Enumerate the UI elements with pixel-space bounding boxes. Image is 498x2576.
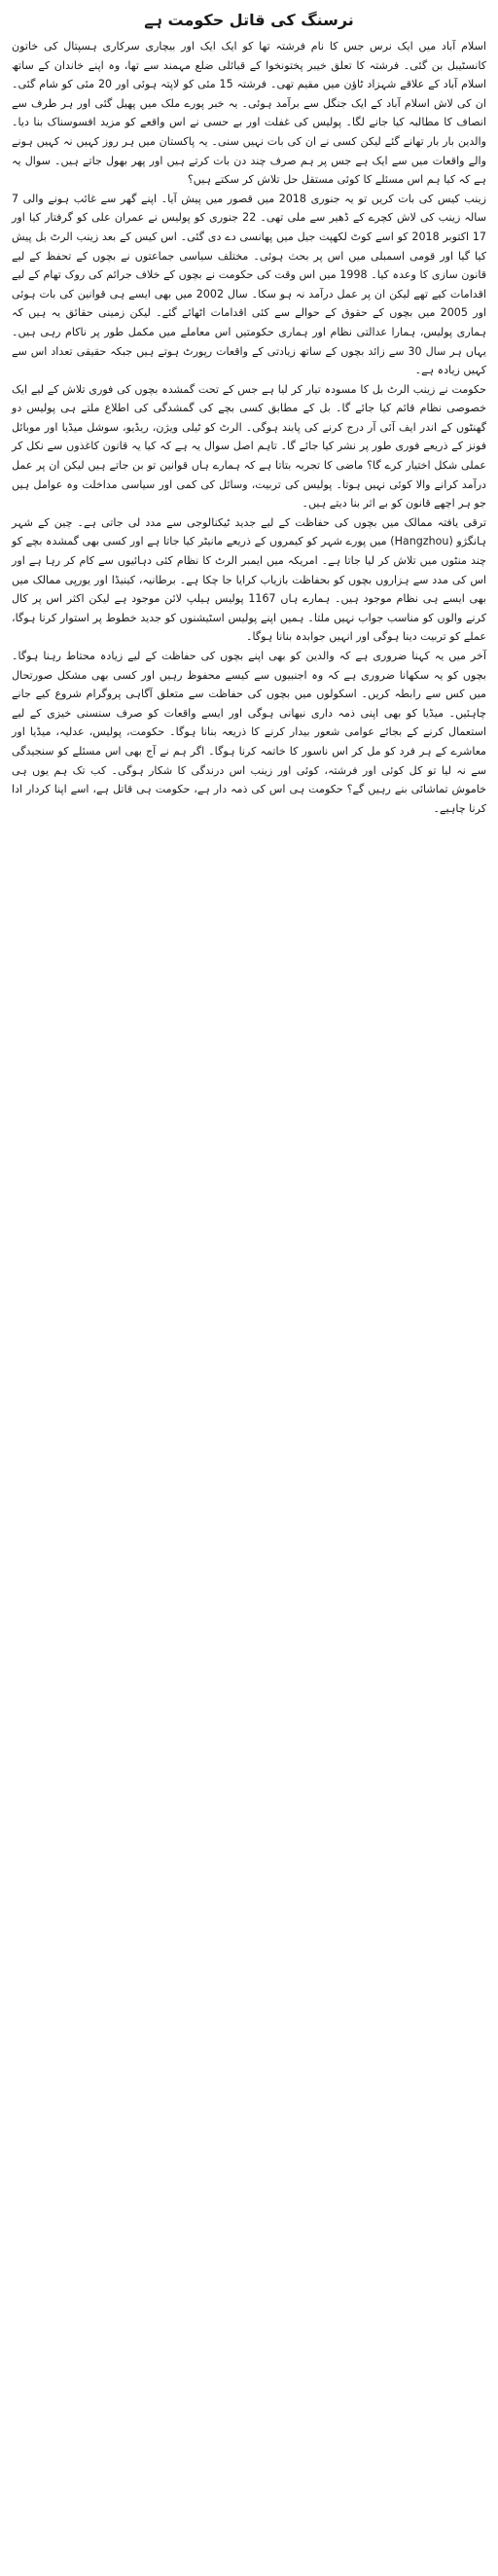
article-paragraph-5: آخر میں یہ کہنا ضروری ہے کہ والدین کو بھی اپنے بچوں کی حفاظت کے لیے زیادہ محتاط رہنا ہوگا۔ بچوں کو یہ سکھانا ضروری ہے کہ وہ اجنبیوں سے کیسے محفوظ رہیں اور کسی بھی مشکل صورتحال میں کس سے رابطہ کریں۔ اسکولوں میں بچوں کی حفاظت سے متعلق آگاہی پروگرام شروع کیے جانے چاہئیں۔ میڈیا کو بھی اپنی ذمہ داری نبھانی ہوگی اور ایسے واقعات کو صرف سنسنی خیزی کے لیے استعمال کرنے کے بجائے عوامی شعور بیدار کرنے کا ذریعہ بنانا ہوگا۔ حکومت، پولیس، عدلیہ، میڈیا اور معاشرے کے ہر فرد کو مل کر اس ناسور کا خاتمہ کرنا ہوگا۔ اگر ہم نے آج بھی اس مسئلے کو سنجیدگی سے نہ لیا تو کل کوئی اور فرشتہ، کوئی اور زینب اس درندگی کا شکار ہوگی۔ کب تک ہم یوں ہی خاموش تماشائی بنے رہیں گے؟ حکومت ہی اس کی ذمہ دار ہے، حکومت ہی قاتل ہے، اسے اپنا کردار ادا کرنا چاہیے۔ <box>12 650 486 815</box>
article-paragraph-4: ترقی یافتہ ممالک میں بچوں کی حفاظت کے لیے جدید ٹیکنالوجی سے مدد لی جاتی ہے۔ چین کے شہر ہانگژو (Hangzhou) میں پورے شہر کو کیمروں کے ذریعے مانیٹر کیا جاتا ہے اور کسی بھی گمشدہ بچے کو چند منٹوں میں تلاش کر لیا جاتا ہے۔ امریکہ میں ایمبر الرٹ کا نظام کئی دہائیوں سے کام کر رہا ہے اور اس کی مدد سے ہزاروں بچوں کو بحفاظت بازیاب کرایا جا چکا ہے۔ برطانیہ، کینیڈا اور یورپی ممالک میں بھی ایسے ہی نظام موجود ہیں۔ ہمارے ہاں 1167 پولیس ہیلپ لائن موجود ہے لیکن اکثر اس پر کال کرنے والوں کو مناسب جواب نہیں ملتا۔ ہمیں اپنے پولیس اسٹیشنوں کو جدید خطوط پر استوار کرنا ہوگا، عملے کو تربیت دینا ہوگی اور انہیں جوابدہ بنانا ہوگا۔ <box>12 515 486 644</box>
article-title: نرسنگ کی قاتل حکومت ہے <box>144 11 354 29</box>
article-paragraph-2: زینب کیس کی بات کریں تو یہ جنوری 2018 میں قصور میں پیش آیا۔ اپنے گھر سے غائب ہونے والی 7 سالہ زینب کی لاش کچرے کے ڈھیر سے ملی تھی۔ 22 جنوری کو پولیس نے عمران علی کو گرفتار کیا اور 17 اکتوبر 2018 کو اسے کوٹ لکھپت جیل میں پھانسی دے دی گئی۔ اس کیس کے بعد زینب الرٹ بل پیش کیا گیا اور قومی اسمبلی میں اس پر بحث ہوئی۔ مختلف سیاسی جماعتوں نے بچوں کے تحفظ کے لیے قانون سازی کا وعدہ کیا۔ 1998 میں اس وقت کی حکومت نے بچوں کے خلاف جرائم کی روک تھام کے لیے اقدامات کیے تھے لیکن ان پر عمل درآمد نہ ہو سکا۔ سال 2002 میں بھی ایسے ہی قوانین کی بات ہوئی اور 2005 میں بچوں کے حقوق کے حوالے سے کئی اقدامات اٹھائے گئے۔ لیکن زمینی حقائق یہ ہیں کہ ہماری پولیس، ہمارا عدالتی نظام اور ہماری حکومتیں اس معاملے میں مکمل طور پر ناکام رہی ہیں۔ یہاں ہر سال 30 سے زائد بچوں کے ساتھ زیادتی کے واقعات رپورٹ ہوتے ہیں جبکہ حقیقی تعداد اس سے کہیں زیادہ ہے۔ <box>12 192 487 377</box>
article-paragraph-1: اسلام آباد میں ایک نرس جس کا نام فرشتہ تھا کو ایک ایک اور بیچاری سرکاری ہسپتال کی خاتون کانسٹیبل بن گئی۔ فرشتہ کا تعلق خیبر پختونخوا کے قبائلی ضلع مہمند سے تھا، وہ اپنے خاندان کے ساتھ اسلام آباد کے علاقے شہزاد ٹاؤن میں مقیم تھی۔ فرشتہ 15 مئی کو لاپتہ ہوئی اور 20 مئی کو شام گئی۔ ان کی لاش اسلام آباد کے ایک جنگل سے برآمد ہوئی۔ یہ خبر پورے ملک میں پھیل گئی اور ہر طرف سے انصاف کا مطالبہ کیا جانے لگا۔ پولیس کی غفلت اور بے حسی نے اس واقعے کو مزید افسوسناک بنا دیا۔ والدین بار بار تھانے گئے لیکن کسی نے ان کی بات نہیں سنی۔ یہ پاکستان میں ہر روز کہیں نہ کہیں ہونے والے واقعات میں سے ایک ہے جس پر ہم صرف چند دن بات کرتے ہیں اور پھر بھول جاتے ہیں۔ سوال یہ ہے کہ کیا ہم اس مسئلے کا کوئی مستقل حل تلاش کر سکتے ہیں؟ <box>12 40 486 187</box>
article-paragraph-3: حکومت نے زینب الرٹ بل کا مسودہ تیار کر لیا ہے جس کے تحت گمشدہ بچوں کی فوری تلاش کے لیے ایک خصوصی نظام قائم کیا جائے گا۔ بل کے مطابق کسی بچے کی گمشدگی کی اطلاع ملتے ہی پولیس دو گھنٹوں کے اندر ایف آئی آر درج کرنے کی پابند ہوگی۔ الرٹ کو ٹیلی ویژن، ریڈیو، سوشل میڈیا اور موبائل فونز کے ذریعے فوری طور پر نشر کیا جائے گا۔ تاہم اصل سوال یہ ہے کہ کیا یہ قانون کاغذوں سے نکل کر عملی شکل اختیار کرے گا؟ ماضی کا تجربہ بتاتا ہے کہ ہمارے ہاں قوانین تو بن جاتے ہیں لیکن ان پر عمل درآمد کرانے والا کوئی نہیں ہوتا۔ پولیس کی تربیت، وسائل کی کمی اور سیاسی مداخلت وہ عوامل ہیں جو ہر اچھے قانون کو بے اثر بنا دیتے ہیں۔ <box>12 382 486 511</box>
